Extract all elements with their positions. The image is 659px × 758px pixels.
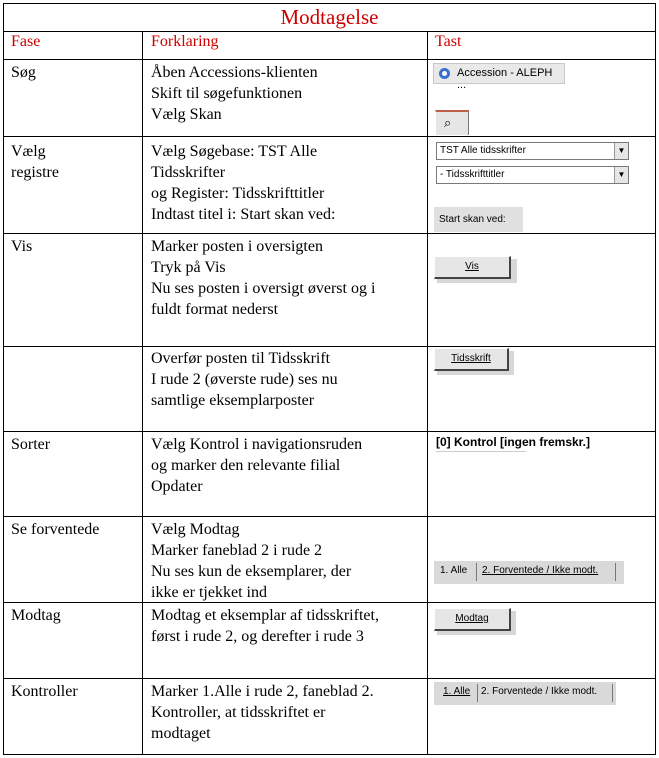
tab-separator [476, 563, 477, 581]
fase-text: Vælg [11, 143, 46, 160]
tab-alle[interactable]: 1. Alle [440, 565, 468, 576]
table-row-fase [11, 605, 61, 626]
forklaring-line: Vælg Skan [151, 106, 222, 123]
fase-text: Se forventede [11, 521, 100, 538]
fase-text: registre [11, 164, 59, 181]
database-select-value: TST Alle tidsskrifter [440, 145, 526, 156]
forklaring-line: Tryk på Vis [151, 259, 226, 276]
table-border-right [655, 3, 656, 755]
tab-forventede[interactable]: 2. Forventede / Ikke modt. [482, 565, 599, 576]
forklaring-line: Marker 1.Alle i rude 2, faneblad 2. [151, 683, 374, 700]
fase-text: Sorter [11, 436, 51, 453]
pane2-tab-bar [434, 682, 616, 705]
table-row-forklaring [151, 519, 351, 603]
binoculars-icon: ⌕ [444, 116, 452, 131]
register-select-value: - Tidsskrifttitler [440, 169, 505, 180]
forklaring-line: Kontroller, at tidsskriftet er [151, 704, 326, 721]
fase-text: Kontroller [11, 683, 78, 700]
start-scan-label: Start skan ved: [439, 214, 506, 225]
forklaring-line: Marker posten i oversigten [151, 238, 323, 255]
vis-button-label: Vis [465, 261, 479, 272]
pane2-tab-bar [434, 561, 624, 584]
column-header-forklaring: Forklaring [151, 33, 219, 50]
tab-separator [615, 563, 616, 581]
table-row-forklaring [151, 236, 375, 320]
column-divider [427, 31, 428, 755]
tidsskrift-button[interactable] [434, 348, 509, 371]
fase-text: Modtag [11, 607, 61, 624]
row-divider [3, 678, 656, 679]
table-border-left [3, 3, 4, 755]
table-row-forklaring [151, 348, 338, 411]
column-divider [142, 31, 143, 755]
row-divider [3, 431, 656, 432]
register-select[interactable] [436, 166, 629, 184]
tab-separator [477, 684, 478, 702]
table-row-forklaring [151, 434, 362, 497]
row-divider [3, 516, 656, 517]
start-scan-field[interactable] [434, 207, 523, 232]
forklaring-line: og marker den relevante filial [151, 457, 341, 474]
modtag-button[interactable] [434, 608, 511, 631]
page-title: Modtagelse [280, 5, 379, 29]
tab-alle[interactable]: 1. Alle [443, 686, 471, 697]
forklaring-line: samtlige eksemplarposter [151, 392, 315, 409]
tab-forventede[interactable]: 2. Forventede / Ikke modt. [481, 686, 598, 697]
table-row-forklaring [151, 605, 379, 647]
table-row-fase [11, 141, 59, 183]
aleph-icon [439, 68, 450, 79]
table-row-fase [11, 681, 78, 702]
vis-button[interactable] [434, 256, 511, 279]
fase-text: Søg [11, 64, 36, 81]
forklaring-line: Modtag et eksemplar af tidsskriftet, [151, 607, 379, 624]
forklaring-line: Vælg Søgebase: TST Alle [151, 143, 318, 160]
table-border-bottom [3, 754, 656, 755]
forklaring-line: Skift til søgefunktionen [151, 85, 303, 102]
header-divider [3, 59, 656, 60]
search-tab[interactable] [435, 110, 469, 135]
table-row-forklaring [151, 62, 318, 125]
accession-client-button[interactable] [433, 63, 565, 91]
tab-separator [612, 684, 613, 702]
forklaring-line: Overfør posten til Tidsskrift [151, 350, 331, 367]
forklaring-line: Indtast titel i: Start skan ved: [151, 206, 336, 223]
column-header-tast: Tast [435, 33, 462, 50]
table-row-fase [11, 434, 50, 455]
table-row-fase [11, 236, 32, 257]
row-divider [3, 346, 656, 347]
forklaring-line: Tidsskrifter [151, 164, 226, 181]
forklaring-line: Vælg Modtag [151, 521, 240, 538]
forklaring-line: og Register: Tidsskrifttitler [151, 185, 325, 202]
fase-text: Vis [11, 238, 33, 255]
forklaring-line: Åben Accessions-klienten [151, 64, 318, 81]
accession-button-label: Accession - ALEPH ... [457, 67, 553, 91]
chevron-down-icon[interactable]: ▼ [614, 143, 628, 159]
table-border-top [3, 3, 656, 4]
title-divider [3, 31, 656, 32]
kontrol-tree-node[interactable]: [0] Kontrol [ingen fremskr.] [436, 435, 591, 449]
chevron-down-icon[interactable]: ▼ [614, 167, 628, 183]
forklaring-line: Marker faneblad 2 i rude 2 [151, 542, 323, 559]
modtag-button-label: Modtag [455, 613, 489, 624]
table-row-forklaring [151, 681, 374, 744]
table-row-fase [11, 62, 36, 83]
forklaring-line: modtaget [151, 725, 211, 742]
forklaring-line: Nu ses kun de eksemplarer, der [151, 563, 352, 580]
forklaring-line: fuldt format nederst [151, 301, 279, 318]
forklaring-line: Vælg Kontrol i navigationsruden [151, 436, 363, 453]
row-divider [3, 136, 656, 137]
forklaring-line: I rude 2 (øverste rude) ses nu [151, 371, 338, 388]
tree-underline [436, 451, 526, 452]
forklaring-line: Nu ses posten i oversigt øverst og i [151, 280, 376, 297]
forklaring-line: først i rude 2, og derefter i rude 3 [151, 628, 364, 645]
tidsskrift-button-label: Tidsskrift [451, 353, 491, 364]
forklaring-line: ikke er tjekket ind [151, 584, 267, 601]
table-row-forklaring [151, 141, 335, 225]
row-divider [3, 233, 656, 234]
column-header-fase: Fase [11, 33, 41, 50]
database-select[interactable] [436, 142, 629, 160]
table-row-fase [11, 519, 99, 540]
forklaring-line: Opdater [151, 478, 203, 495]
